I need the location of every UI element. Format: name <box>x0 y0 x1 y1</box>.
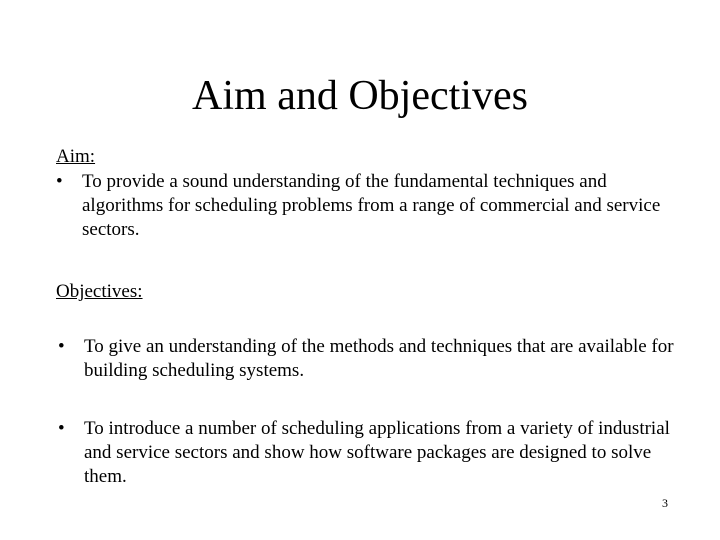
bullet-icon: • <box>58 418 65 439</box>
slide-title: Aim and Objectives <box>192 73 528 119</box>
objective-text: To give an understanding of the methods and techniques that are available for building scheduling systems. <box>84 336 674 381</box>
objective-item <box>58 417 698 489</box>
aim-bullet <box>56 170 676 242</box>
bullet-icon: • <box>58 336 65 357</box>
objective-text: To introduce a number of scheduling applications from a variety of industrial and service sectors and show how software packages are designed to solve them. <box>84 418 670 487</box>
aim-text: To provide a sound understanding of the fundamental techniques and algorithms for scheduling problems from a range of commercial and service sectors. <box>82 171 661 240</box>
objective-item <box>58 335 678 383</box>
objectives-heading: Objectives: <box>56 281 143 302</box>
aim-heading: Aim: <box>56 146 96 167</box>
bullet-icon: • <box>56 171 63 192</box>
page-number: 3 <box>662 496 668 510</box>
